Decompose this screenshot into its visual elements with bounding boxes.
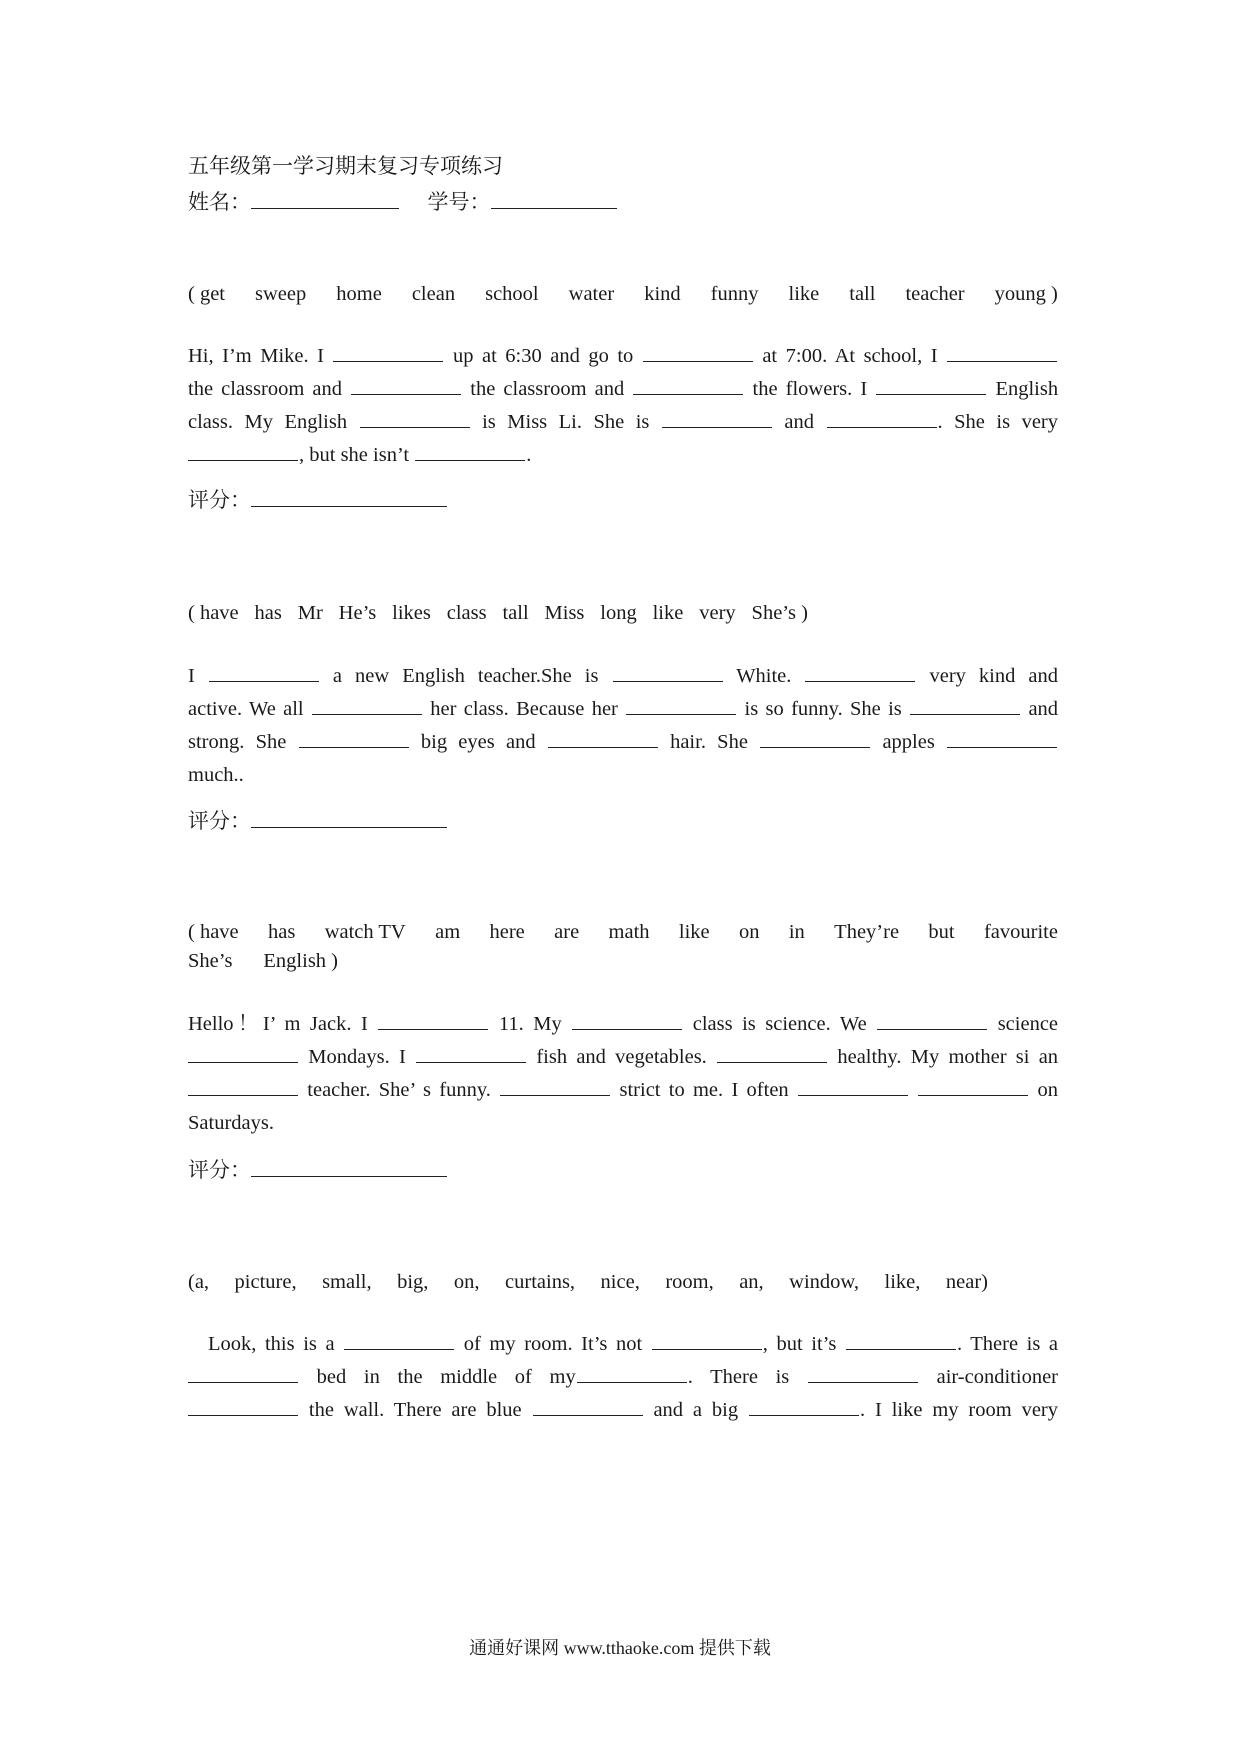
word-bank-item: He’s [338, 602, 377, 624]
answer-blank[interactable] [188, 1397, 298, 1416]
score-label: 评分： [188, 1158, 251, 1182]
passage-line: Look, this is a of my room. It’s not , but it’s . There is a [208, 1333, 1059, 1355]
name-field[interactable] [251, 188, 399, 209]
answer-blank[interactable] [760, 729, 870, 748]
word-bank-item: like [652, 602, 684, 624]
word-bank-item: like, [884, 1271, 921, 1293]
passage-line: Saturdays. [188, 1112, 274, 1134]
word-bank-item: teacher [905, 283, 965, 305]
answer-blank[interactable] [500, 1077, 610, 1096]
answer-blank[interactable] [344, 1331, 454, 1350]
page-footer: 通通好课网 www.tthaoke.com 提供下载 [469, 1638, 771, 1658]
word-bank-item: favourite [983, 921, 1058, 943]
answer-blank[interactable] [572, 1011, 682, 1030]
passage-line: I a new English teacher.She is White. very kind and [188, 665, 1058, 687]
passage-line: , but she isn’t . [188, 439, 1058, 472]
passage-line: Hi, I’m Mike. I up at 6:30 and go to at 7:00. At school, I [188, 340, 1058, 373]
word-bank-item: are [554, 921, 580, 943]
answer-blank[interactable] [918, 1077, 1028, 1096]
answer-blank[interactable] [947, 729, 1057, 748]
word-bank-item: but [928, 921, 955, 943]
word-bank-item: nice, [600, 1271, 640, 1293]
word-bank-item: clean [411, 283, 456, 305]
answer-blank[interactable] [188, 1077, 298, 1096]
answer-blank[interactable] [188, 1044, 298, 1063]
word-bank-item: ( have [188, 602, 239, 624]
answer-blank[interactable] [717, 1044, 827, 1063]
word-bank-item: like [788, 283, 820, 305]
word-bank-item: ( have [188, 921, 239, 943]
score-field[interactable] [251, 486, 447, 507]
word-bank-item: They’re [834, 921, 900, 943]
answer-blank[interactable] [188, 442, 298, 461]
score-row-3 [188, 1154, 447, 1184]
student-info-row [188, 186, 617, 216]
answer-blank[interactable] [910, 696, 1020, 715]
answer-blank[interactable] [846, 1331, 956, 1350]
word-bank-item: She’s [188, 950, 233, 972]
answer-blank[interactable] [643, 343, 753, 362]
word-bank-item: ( get [188, 283, 225, 305]
word-bank-3 [188, 921, 1058, 944]
word-bank-item: on, [453, 1271, 480, 1293]
score-field[interactable] [251, 1156, 447, 1177]
answer-blank[interactable] [209, 663, 319, 682]
passage-2 [188, 660, 1058, 792]
word-bank-item: in [788, 921, 805, 943]
worksheet-title: 五年级第一学习期末复习专项练习 [188, 154, 503, 178]
answer-blank[interactable] [662, 409, 772, 428]
answer-blank[interactable] [652, 1331, 762, 1350]
word-bank-item: tall [502, 602, 529, 624]
word-bank-item: has [254, 602, 282, 624]
passage-1 [188, 340, 1058, 472]
word-bank-item: an, [739, 1271, 764, 1293]
word-bank-item: small, [322, 1271, 372, 1293]
passage-line: active. We all her class. Because her is so funny. She is and [188, 698, 1059, 720]
word-bank-item: (a, [188, 1271, 210, 1293]
answer-blank[interactable] [548, 729, 658, 748]
passage-line: Hello！I’ m Jack. I 11. My class is science. We science [188, 1013, 1059, 1035]
answer-blank[interactable] [947, 343, 1057, 362]
passage-line: teacher. She’ s funny. strict to me. I often on [188, 1074, 1058, 1107]
answer-blank[interactable] [805, 663, 915, 682]
word-bank-item: here [489, 921, 525, 943]
word-bank-item: class [446, 602, 487, 624]
student-id-label: 学号： [427, 190, 491, 214]
score-field[interactable] [251, 807, 447, 828]
word-bank-item: young ) [994, 283, 1058, 305]
passage-line: bed in the middle of my . There is air-conditioner [188, 1361, 1058, 1394]
answer-blank[interactable] [312, 696, 422, 715]
answer-blank[interactable] [415, 442, 525, 461]
answer-blank[interactable] [749, 1397, 859, 1416]
word-bank-item: curtains, [505, 1271, 576, 1293]
word-bank-4 [188, 1271, 988, 1294]
word-bank-item: big, [397, 1271, 429, 1293]
name-label: 姓名： [188, 190, 251, 214]
word-bank-item: home [336, 283, 382, 305]
answer-blank[interactable] [533, 1397, 643, 1416]
word-bank-item: sweep [255, 283, 307, 305]
word-bank-item: tall [849, 283, 876, 305]
answer-blank[interactable] [876, 376, 986, 395]
word-bank-item: on [739, 921, 760, 943]
word-bank-item: long [600, 602, 637, 624]
word-bank-item: picture, [234, 1271, 297, 1293]
word-bank-item: very [699, 602, 736, 624]
student-id-field[interactable] [491, 188, 617, 209]
answer-blank[interactable] [577, 1364, 687, 1383]
answer-blank[interactable] [877, 1011, 987, 1030]
answer-blank[interactable] [626, 696, 736, 715]
word-bank-item: water [568, 283, 615, 305]
score-label: 评分： [188, 809, 251, 833]
word-bank-item: watch TV [324, 921, 406, 943]
score-row-1 [188, 484, 447, 514]
passage-line: the classroom and the classroom and the flowers. I English [188, 378, 1059, 400]
word-bank-item: funny [710, 283, 759, 305]
answer-blank[interactable] [416, 1044, 526, 1063]
passage-line: the wall. There are blue and a big . I like my room very [188, 1394, 1058, 1427]
answer-blank[interactable] [188, 1364, 298, 1383]
answer-blank[interactable] [333, 343, 443, 362]
answer-blank[interactable] [613, 663, 723, 682]
passage-line: much.. [188, 764, 244, 786]
word-bank-2 [188, 602, 808, 625]
word-bank-1 [188, 283, 1058, 306]
word-bank-item: English ) [263, 950, 338, 972]
word-bank-item: kind [644, 283, 681, 305]
word-bank-item: Mr [297, 602, 323, 624]
passage-line: class. My English is Miss Li. She is and . She is very [188, 411, 1059, 433]
answer-blank[interactable] [378, 1011, 488, 1030]
passage-4 [188, 1328, 1058, 1427]
word-bank-item: has [268, 921, 296, 943]
word-bank-item: room, [665, 1271, 714, 1293]
answer-blank[interactable] [798, 1077, 908, 1096]
answer-blank[interactable] [633, 376, 743, 395]
score-row-2 [188, 805, 447, 835]
answer-blank[interactable] [351, 376, 461, 395]
word-bank-item: likes [392, 602, 431, 624]
word-bank-item: like [678, 921, 710, 943]
score-label: 评分： [188, 488, 251, 512]
word-bank-item: Miss [544, 602, 585, 624]
answer-blank[interactable] [808, 1364, 918, 1383]
word-bank-3-cont [188, 950, 338, 973]
word-bank-item: school [485, 283, 539, 305]
answer-blank[interactable] [299, 729, 409, 748]
word-bank-item: window, [789, 1271, 860, 1293]
passage-3 [188, 1008, 1058, 1140]
word-bank-item: She’s ) [751, 602, 808, 624]
word-bank-item: near) [945, 1271, 988, 1293]
answer-blank[interactable] [827, 409, 937, 428]
word-bank-item: am [435, 921, 461, 943]
passage-line: Mondays. I fish and vegetables. healthy. My mother si an [188, 1041, 1058, 1074]
answer-blank[interactable] [360, 409, 470, 428]
word-bank-item: math [608, 921, 650, 943]
passage-line: strong. She big eyes and hair. She apples [188, 726, 1058, 759]
